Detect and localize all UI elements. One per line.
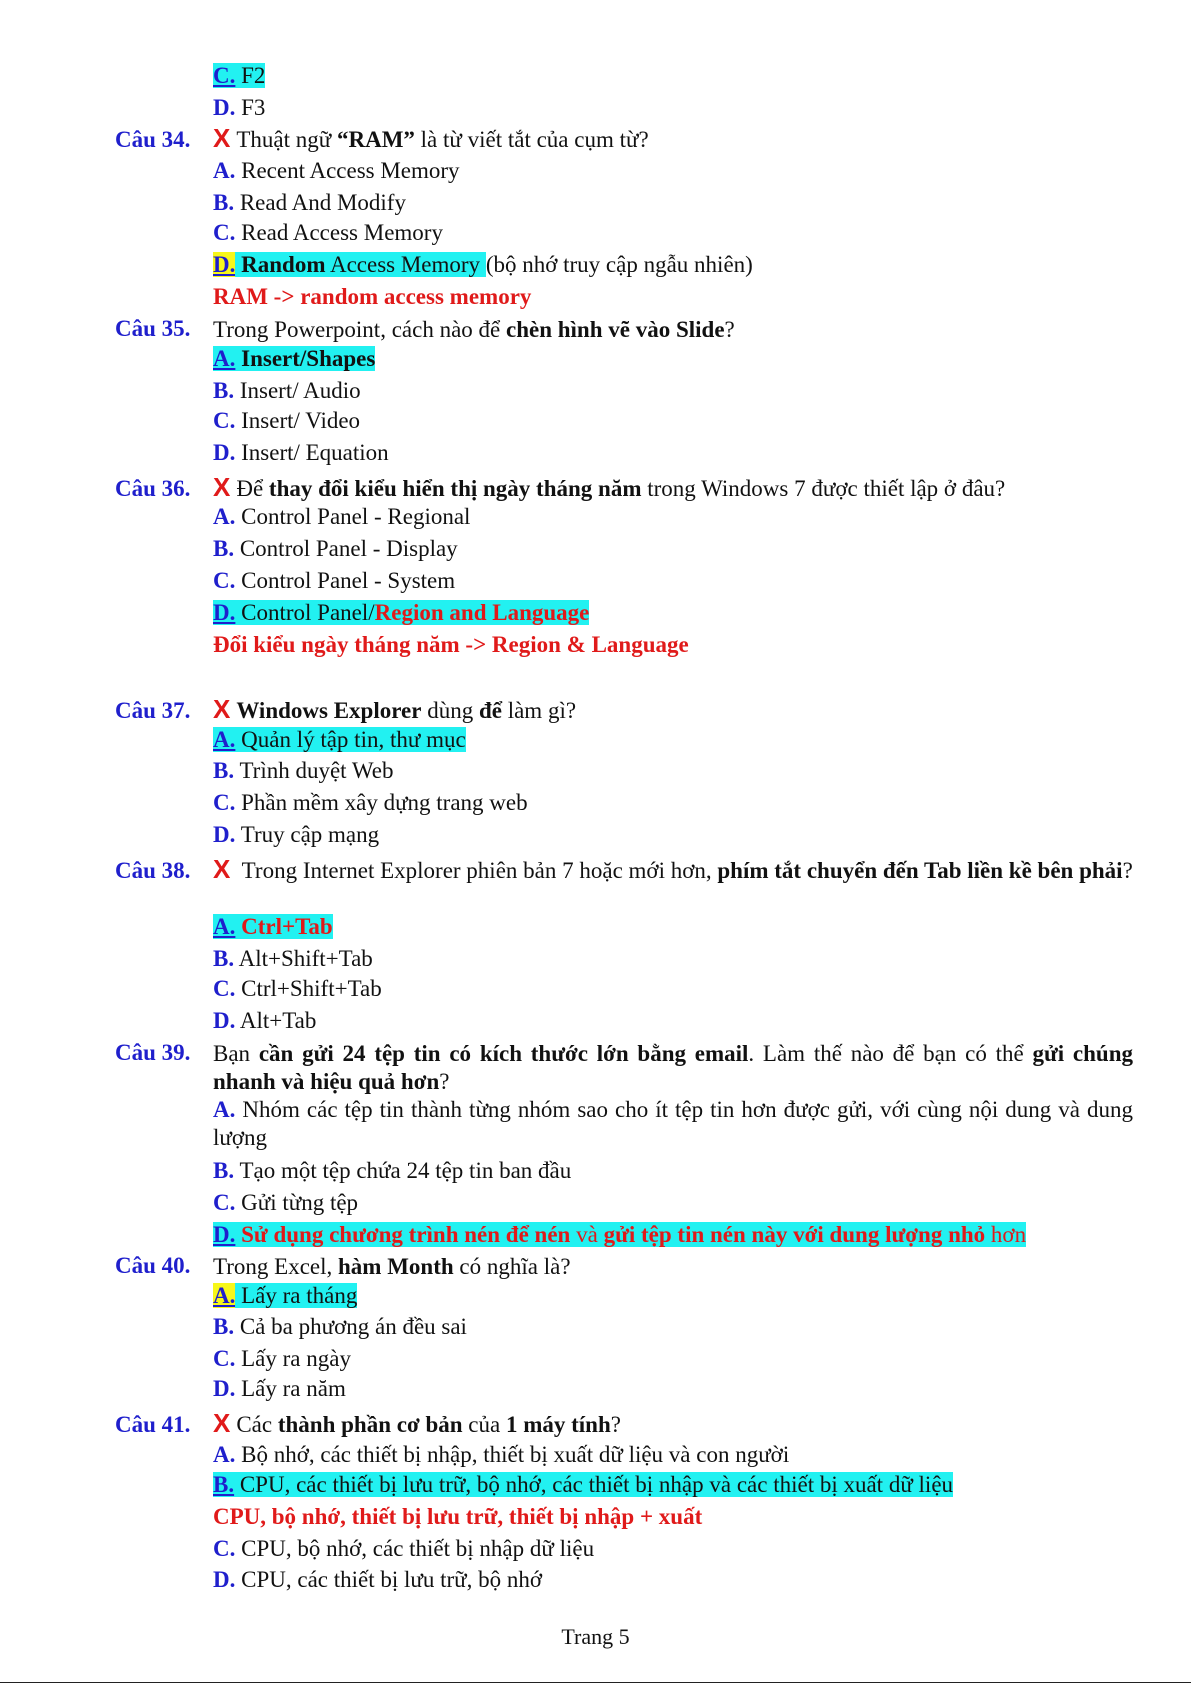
option-letter: B. — [213, 378, 235, 403]
stem-bold: Windows Explorer — [236, 698, 422, 723]
q35-option-b — [213, 377, 1133, 405]
option-text: Insert/ Equation — [241, 440, 389, 465]
option-text: Access Memory — [325, 252, 486, 277]
stem-text: Bạn — [213, 1041, 259, 1066]
option-letter: A. — [213, 727, 236, 752]
q33-option-c — [213, 62, 1133, 90]
q34-option-d — [213, 251, 1133, 279]
option-letter: A. — [213, 914, 236, 939]
stem-bold: cần gửi 24 tệp tin có kích thước lớn bằng email — [258, 1041, 749, 1066]
option-text: Control Panel - System — [241, 568, 456, 593]
option-letter: A. — [213, 158, 236, 183]
q39-option-c — [213, 1189, 1133, 1217]
question-number-38: Câu 38. — [115, 858, 191, 883]
option-letter: C. — [213, 220, 236, 245]
q39-option-b — [213, 1157, 1133, 1185]
stem-text: ? — [610, 1412, 621, 1437]
option-letter: D. — [213, 600, 236, 625]
q35-option-d — [213, 439, 1133, 467]
option-letter: D. — [213, 822, 236, 847]
stem-text: có nghĩa là? — [453, 1254, 571, 1279]
stem-text: của — [462, 1412, 506, 1437]
option-text: Quản lý tập tin, thư mục — [235, 727, 466, 752]
option-text: Cả ba phương án đều sai — [239, 1314, 467, 1339]
option-text: Alt+Tab — [239, 1008, 317, 1033]
question-stem-37 — [213, 695, 1133, 725]
option-text: Truy cập mạng — [240, 822, 380, 847]
stem-text: làm gì? — [501, 698, 577, 723]
option-letter: D. — [213, 95, 236, 120]
stem-text: Trong Internet Explorer phiên bản 7 hoặc mới hơn, — [236, 858, 718, 883]
option-text: Phần mềm xây dựng trang web — [241, 790, 528, 815]
option-red: gửi tệp tin nén này với dung lượng nhỏ — [603, 1222, 986, 1247]
q38-option-d — [213, 1007, 1133, 1035]
option-text: Nhóm các tệp tin thành từng nhóm sao cho ít tệp tin hơn được gửi, với cùng nội dung và dung lượng — [213, 1097, 1133, 1150]
q39-option-d — [213, 1221, 1133, 1249]
option-text: hơn — [985, 1222, 1027, 1247]
option-text: F3 — [241, 95, 266, 120]
stem-bold: hàm Month — [338, 1254, 454, 1279]
q36-option-b — [213, 535, 1133, 563]
question-number-37: Câu 37. — [115, 698, 191, 723]
q34-option-c — [213, 219, 1133, 247]
stem-text: Để — [236, 476, 269, 501]
wrong-mark-icon: X — [213, 1408, 231, 1438]
question-stem-35 — [213, 316, 1133, 344]
option-text: Bộ nhớ, các thiết bị nhập, thiết bị xuất dữ liệu và con người — [241, 1442, 790, 1467]
q39-option-a — [213, 1096, 1133, 1152]
question-stem-41 — [213, 1409, 1133, 1439]
stem-text: trong Windows 7 được thiết lập ở đâu? — [641, 476, 1006, 501]
stem-text: dùng — [421, 698, 479, 723]
option-text: Trình duyệt Web — [239, 758, 394, 783]
q40-option-c — [213, 1345, 1133, 1373]
stem-text: Các — [236, 1412, 278, 1437]
question-stem-36 — [213, 473, 1133, 503]
q40-option-a — [213, 1282, 1133, 1310]
wrong-mark-icon: X — [213, 123, 231, 153]
q37-option-a — [213, 726, 1133, 754]
option-letter: D. — [213, 440, 236, 465]
q34-answer-note: RAM -> random access memory — [213, 284, 532, 309]
option-letter: C. — [213, 790, 236, 815]
stem-bold: chèn hình vẽ vào Slide — [506, 317, 725, 342]
stem-text: Trong Excel, — [213, 1254, 339, 1279]
bottom-divider — [0, 1682, 1191, 1683]
option-text: và — [570, 1222, 604, 1247]
option-text: Read Access Memory — [241, 220, 443, 245]
option-text: Control Panel/ — [241, 600, 375, 625]
stem-bold: “RAM” — [336, 127, 415, 152]
stem-text: là từ viết tắt của cụm từ? — [414, 127, 649, 152]
q34-option-b — [213, 189, 1133, 217]
question-number-40: Câu 40. — [115, 1253, 191, 1278]
option-text: Gửi từng tệp — [241, 1190, 359, 1215]
option-letter: B. — [213, 758, 235, 783]
q34-option-a — [213, 157, 1133, 185]
q36-option-a — [213, 503, 1133, 531]
q41-option-b — [213, 1471, 1133, 1499]
q37-option-c — [213, 789, 1133, 817]
q35-option-a — [213, 345, 1133, 373]
option-letter: B. — [213, 946, 235, 971]
stem-bold: thay đổi kiểu hiển thị ngày tháng năm — [268, 476, 642, 501]
option-letter: C. — [213, 408, 236, 433]
option-letter: A. — [213, 504, 236, 529]
option-text: Lấy ra ngày — [241, 1346, 351, 1371]
option-letter: D. — [213, 1008, 236, 1033]
question-number-36: Câu 36. — [115, 476, 191, 501]
wrong-mark-icon: X — [213, 854, 231, 884]
option-text: Insert/ Audio — [239, 378, 361, 403]
question-number-34: Câu 34. — [115, 127, 191, 152]
option-letter: B. — [213, 1158, 235, 1183]
q41-option-d — [213, 1566, 1133, 1594]
option-letter: C. — [213, 1346, 236, 1371]
q41-option-a — [213, 1441, 1133, 1469]
wrong-mark-icon: X — [213, 694, 231, 724]
option-text: Insert/Shapes — [235, 346, 376, 371]
option-letter: C. — [213, 1536, 236, 1561]
option-text: Ctrl+Shift+Tab — [241, 976, 382, 1001]
stem-bold: để — [478, 698, 502, 723]
option-letter: B. — [213, 1472, 235, 1497]
stem-text: ? — [439, 1069, 450, 1094]
stem-text: . Làm thế nào để bạn có thể — [748, 1041, 1033, 1066]
option-letter: A. — [213, 1442, 236, 1467]
option-text: CPU, bộ nhớ, các thiết bị nhập dữ liệu — [241, 1536, 595, 1561]
stem-text: Thuật ngữ — [236, 127, 337, 152]
option-text: F2 — [241, 63, 266, 88]
page-number: Trang 5 — [561, 1624, 630, 1649]
q36-answer-note: Đổi kiểu ngày tháng năm -> Region & Language — [213, 632, 689, 657]
q38-option-c — [213, 975, 1133, 1003]
option-letter: C. — [213, 568, 236, 593]
wrong-mark-icon: X — [213, 472, 231, 502]
option-text: Insert/ Video — [241, 408, 361, 433]
q41-option-c — [213, 1535, 1133, 1563]
question-number-41: Câu 41. — [115, 1412, 191, 1437]
option-letter: D. — [213, 1222, 236, 1247]
q35-option-c — [213, 407, 1133, 435]
option-letter: D. — [213, 252, 236, 277]
option-letter: C. — [213, 976, 236, 1001]
q40-option-b — [213, 1313, 1133, 1341]
question-stem-39 — [213, 1040, 1133, 1096]
question-stem-34 — [213, 124, 1133, 154]
question-number-39: Câu 39. — [115, 1040, 191, 1065]
question-stem-40 — [213, 1253, 1133, 1281]
option-letter: B. — [213, 536, 235, 561]
stem-text: ? — [1122, 858, 1133, 883]
question-stem-38 — [213, 855, 1133, 885]
q38-option-a — [213, 913, 1133, 941]
option-red: Sử dụng chương trình nén để nén — [235, 1222, 571, 1247]
option-text: Ctrl+Tab — [235, 914, 333, 939]
stem-bold: gửi chúng nhanh và hiệu quả hơn — [213, 1041, 1133, 1094]
option-text: Control Panel - Regional — [241, 504, 471, 529]
stem-text: ? — [724, 317, 735, 342]
stem-bold: thành phần cơ bản — [277, 1412, 463, 1437]
q36-option-d — [213, 599, 1133, 627]
option-note: (bộ nhớ truy cập ngẫu nhiên) — [485, 252, 753, 277]
option-text: Lấy ra năm — [241, 1376, 346, 1401]
option-text: Control Panel - Display — [239, 536, 458, 561]
option-red: Region and Language — [374, 600, 590, 625]
stem-bold: phím tắt chuyển đến Tab liền kề bên phải — [717, 858, 1123, 883]
option-letter: B. — [213, 190, 235, 215]
option-text: Recent Access Memory — [241, 158, 460, 183]
option-text: CPU, các thiết bị lưu trữ, bộ nhớ, các thiết bị nhập và các thiết bị xuất dữ liệu — [234, 1472, 954, 1497]
option-letter: A. — [213, 1283, 236, 1308]
option-text: Read And Modify — [239, 190, 406, 215]
option-letter: D. — [213, 1376, 236, 1401]
q38-option-b — [213, 945, 1133, 973]
q33-option-d — [213, 94, 1133, 122]
stem-text: Trong Powerpoint, cách nào để — [213, 317, 506, 342]
option-letter: C. — [213, 1190, 236, 1215]
option-text: Tạo một tệp chứa 24 tệp tin ban đầu — [239, 1158, 572, 1183]
q37-option-b — [213, 757, 1133, 785]
option-letter: B. — [213, 1314, 235, 1339]
option-letter: D. — [213, 1567, 236, 1592]
q37-option-d — [213, 821, 1133, 849]
q36-option-c — [213, 567, 1133, 595]
stem-bold: 1 máy tính — [505, 1412, 611, 1437]
q41-answer-note: CPU, bộ nhớ, thiết bị lưu trữ, thiết bị nhập + xuất — [213, 1504, 703, 1529]
option-text: Alt+Shift+Tab — [238, 946, 373, 971]
option-bold: Random — [241, 252, 326, 277]
option-letter: A. — [213, 1097, 236, 1122]
option-letter: C. — [213, 63, 236, 88]
option-text: Lấy ra tháng — [235, 1283, 358, 1308]
option-text: CPU, các thiết bị lưu trữ, bộ nhớ — [241, 1567, 543, 1592]
question-number-35: Câu 35. — [115, 316, 191, 341]
option-letter: A. — [213, 346, 236, 371]
q40-option-d — [213, 1375, 1133, 1403]
